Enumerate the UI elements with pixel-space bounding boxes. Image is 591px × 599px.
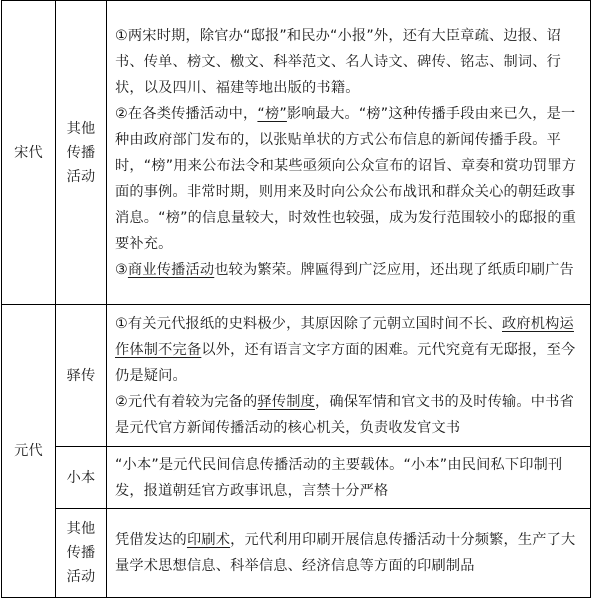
- table-row: [2, 509, 591, 598]
- sub-category-label: 其他 传播 活动: [66, 521, 96, 585]
- table-row: [2, 305, 591, 447]
- paragraph-text: ①有关元代报纸的史料极少，其原因除了元朝立国时间不长、: [115, 315, 502, 332]
- paragraph-text: ，元代利用印刷开展信息传播活动十分频繁，生产了大量学术思想信息、科举信息、经济信息等方面的印刷制品: [115, 532, 576, 574]
- paragraph-1: [115, 527, 584, 579]
- yuan-other-content: [107, 509, 591, 598]
- history-table: [1, 0, 591, 598]
- underlined-term: 驿传制度: [257, 393, 315, 410]
- underlined-term: 印刷术: [186, 532, 231, 548]
- sub-category-song-other: [56, 1, 107, 305]
- table-row: [2, 447, 591, 509]
- paragraph-text: ②在各类传播活动中，: [115, 105, 258, 122]
- sub-category-yizhuan: 驿传: [56, 305, 107, 447]
- underlined-term: “榜”: [257, 105, 287, 122]
- dynasty-yuan: 元代: [2, 305, 56, 598]
- sub-category-yuan-other: [56, 509, 107, 598]
- paragraph-3: [115, 257, 584, 283]
- paragraph-2: [115, 101, 584, 257]
- underlined-term: 商业传播活动: [127, 261, 215, 278]
- paragraph-text: ①两宋时期，除官办“邸报”和民办“小报”外，还有大臣章疏、边报、诏书、传单、榜文、檄文、科举范文、名人诗文、碑传、铭志、制词、行状，以及四川、福建等地出版的书籍。: [115, 27, 562, 96]
- paragraph-text: 以外，还有语言文字方面的困难。元代究竟有无邸报，至今仍是疑问。: [115, 341, 576, 384]
- sub-category-label: 其他 传播 活动: [66, 120, 96, 185]
- dynasty-song: 宋代: [2, 1, 56, 305]
- paragraph-text: ，确保军情和官文书的及时传输。中书省是元代官方新闻传播活动的核心机关，负责收发官文书: [115, 393, 574, 436]
- paragraph-1: “小本”是元代民间信息传播活动的主要载体。“小本”由民间私下印制刊发，报道朝廷官方政事讯息，言禁十分严格: [115, 456, 563, 499]
- paragraph-text: ②元代有着较为完备的: [115, 393, 258, 410]
- paragraph-1: [115, 23, 584, 101]
- song-other-content: [107, 1, 591, 305]
- sub-category-xiaoben: 小本: [56, 447, 107, 509]
- yizhuan-content: [107, 305, 591, 447]
- paragraph-text: 凭借发达的: [115, 532, 187, 548]
- xiaoben-content: [107, 447, 591, 509]
- paragraph-1: [115, 311, 584, 389]
- paragraph-text: 也较为繁荣。牌匾得到广泛应用，还出现了纸质印刷广告: [214, 261, 574, 278]
- paragraph-text: 影响最大。“榜”这种传播手段由来已久，是一种由政府部门发布的，以张贴单状的方式公布信息的新闻传播手段。平时，“榜”用来公布法令和某些亟须向公众宣布的诏旨、章奏和赏功罚罪方面的事例。非常时期，则用来及时向公众公布战讯和群众关心的朝廷政事消息。“榜”的信息量较大，时效性也较强，成为发行范围较小的邸报的重要补充。: [115, 105, 577, 252]
- paragraph-2: [115, 389, 584, 441]
- paragraph-text: ③: [115, 261, 128, 278]
- underlined-term: 政府机构运作体制不完备: [115, 315, 574, 358]
- table-row: [2, 1, 591, 305]
